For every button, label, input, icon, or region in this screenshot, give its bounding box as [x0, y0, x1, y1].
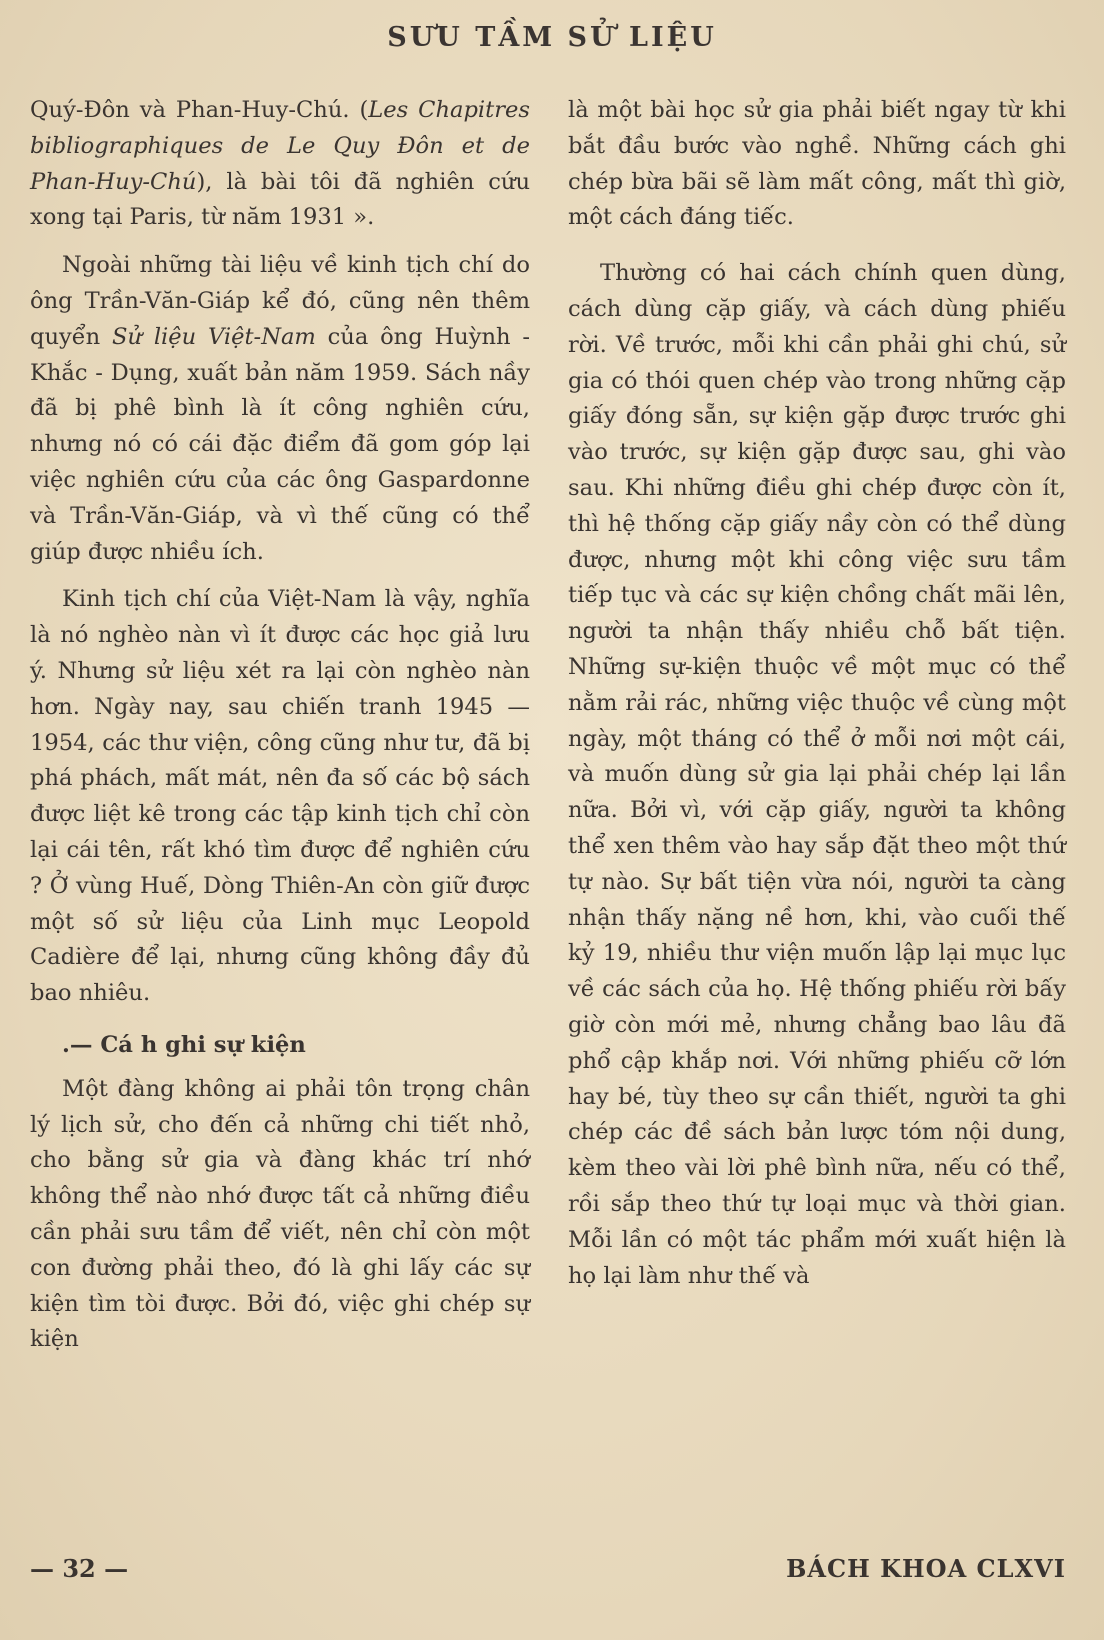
- left-p1-after: ), là bài tôi đã nghiên cứu xong tại Paris, từ năm 1931 ».: [30, 168, 530, 231]
- left-p2-after: của ông Huỳnh - Khắc - Dụng, xuất bản năm 1959. Sách nầy đã bị phê bình là ít công nghiên cứu, nhưng nó có cái đặc điểm đã gom góp lại việc nghiên cứu của các ông Gaspardonne và Trần-Văn-Giáp, và vì thế cũng có thể giúp được nhiều ích.: [30, 323, 530, 565]
- left-paragraph-2: [30, 248, 530, 570]
- publication-name: BÁCH KHOA CLXVI: [786, 1554, 1066, 1583]
- left-p1-before: Quý-Đôn và Phan-Huy-Chú. (: [30, 97, 369, 123]
- left-p2-book-title: Sử liệu Việt-Nam: [112, 323, 316, 350]
- left-p1-book-title: Les Chapitres bibliographiques de Le Quy Đôn et de Phan-Huy-Chú: [30, 97, 531, 195]
- page-number: — 32 —: [30, 1554, 129, 1583]
- left-paragraph-4: Một đàng không ai phải tôn trọng chân lý lịch sử, cho đến cả những chi tiết nhỏ, cho bằng sử gia và đàng khác trí nhớ không thể nào nhớ được tất cả những điều cần phải sưu tầm để viết, nên chỉ còn một con đường phải theo, đó là ghi lấy các sự kiện tìm tòi được. Bởi đó, việc ghi chép sự kiện: [30, 1075, 530, 1353]
- left-paragraph-3: Kinh tịch chí của Việt-Nam là vậy, nghĩa là nó nghèo nàn vì ít được các học giả lưu ý. Nhưng sử liệu xét ra lại còn nghèo nàn hơn. Ngày nay, sau chiến tranh 1945 — 1954, các thư viện, công cũng như tư, đã bị phá phách, mất mát, nên đa số các bộ sách được liệt kê trong các tập kinh tịch chỉ còn lại cái tên, rất khó tìm được để nghiên cứu ? Ở vùng Huế, Dòng Thiên-An còn giữ được một số sử liệu của Linh mục Leopold Cadière để lại, nhưng cũng không đầy đủ bao nhiêu.: [30, 586, 530, 1007]
- running-header: SƯU TẦM SỬ LIỆU: [387, 22, 717, 53]
- left-paragraph-1: [30, 93, 530, 236]
- left-column: [30, 93, 530, 1358]
- left-p2-before: Ngoài những tài liệu về kinh tịch chí do ông Trần-Văn-Giáp kể đó, cũng nên thêm quyển: [30, 252, 530, 350]
- right-paragraph-2: Thường có hai cách chính quen dùng, cách dùng cặp giấy, và cách dùng phiếu rời. Về trước, mỗi khi cần phải ghi chú, sử gia có thói quen chép vào trong những cặp giấy đóng sẵn, sự kiện gặp được trước ghi vào trước, sự kiện gặp được sau, ghi vào sau. Khi những điều ghi chép được còn ít, thì hệ thống cặp giấy nầy còn có thể dùng được, nhưng một khi công việc sưu tầm tiếp tục và các sự kiện chồng chất mãi lên, người ta nhận thấy nhiều chỗ bất tiện. Những sự-kiện thuộc về một mục có thể nằm rải rác, những việc thuộc về cùng một ngày, một tháng có thể ở mỗi nơi một cái, và muốn dùng sử gia lại phải chép lại lần nữa. Bởi vì, với cặp giấy, người ta không thể xen thêm vào hay sắp đặt theo một thứ tự nào. Sự bất tiện vừa nói, người ta càng nhận thấy nặng nề hơn, khi, vào cuối thế kỷ 19, nhiều thư viện muốn lập lại mục lục về các sách của họ. Hệ thống phiếu rời bấy giờ còn mới mẻ, nhưng chẳng bao lâu đã phổ cập khắp nơi. Với những phiếu cỡ lớn hay bé, tùy theo sự cần thiết, người ta ghi chép các đề sách bản lược tóm nội dung, kèm theo vài lời phê bình nữa, nếu có thể, rồi sắp theo thứ tự loại mục và thời gian. Mỗi lần có một tác phẩm mới xuất hiện là họ lại làm như thế và: [568, 260, 1066, 1289]
- section-heading: .— Cá h ghi sự kiện: [62, 1031, 306, 1058]
- right-paragraph-1: là một bài học sử gia phải biết ngay từ khi bắt đầu bước vào nghề. Những cách ghi chép bừa bãi sẽ làm mất công, mất thì giờ, một cách đáng tiếc.: [568, 97, 1066, 231]
- right-column: [568, 93, 1066, 1294]
